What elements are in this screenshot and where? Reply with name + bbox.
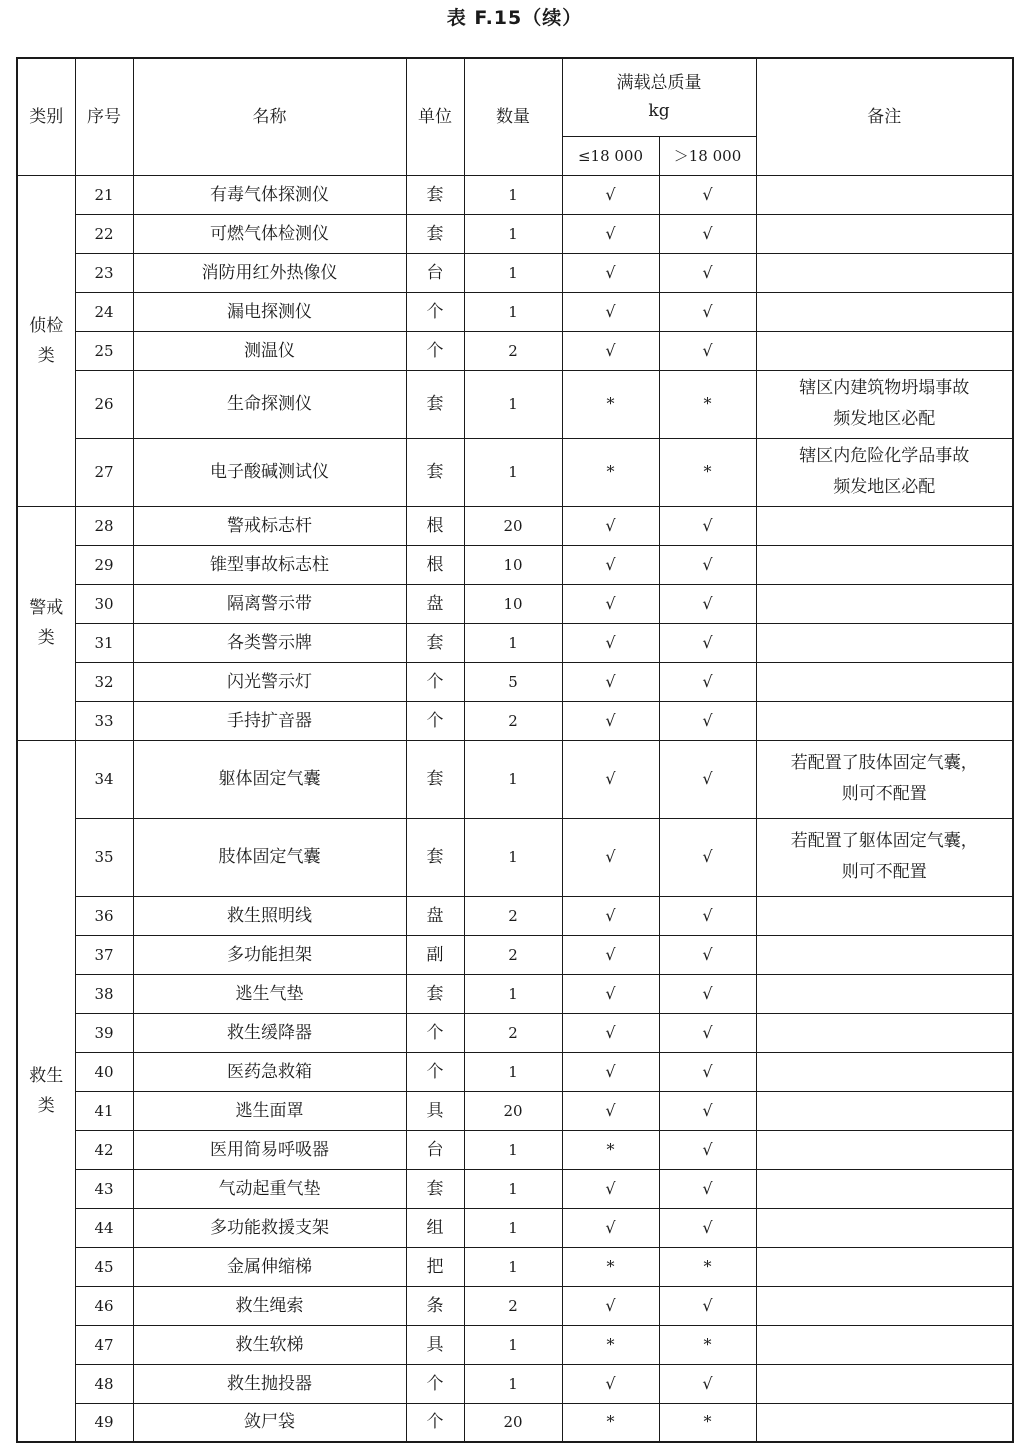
seq-cell: 39: [75, 1013, 133, 1052]
seq-cell: 28: [75, 506, 133, 545]
mass-gt-cell: √: [659, 740, 756, 818]
remark-line: 若配置了躯体固定气囊，: [790, 831, 978, 851]
table-title: 表 F.15（续）: [446, 7, 583, 29]
unit-cell: 套: [406, 818, 464, 896]
table-body: [17, 175, 1013, 1442]
table-row: [17, 1325, 1013, 1364]
unit-cell: 副: [406, 935, 464, 974]
mass-le-cell: √: [562, 1286, 659, 1325]
seq-cell: 41: [75, 1091, 133, 1130]
qty-cell: 5: [464, 662, 562, 701]
remark-cell: [756, 1052, 1013, 1091]
table-row: [17, 331, 1013, 370]
mass-le-cell: √: [562, 740, 659, 818]
name-cell: 肢体固定气囊: [133, 818, 406, 896]
seq-cell: 42: [75, 1130, 133, 1169]
mass-le-cell: *: [562, 1130, 659, 1169]
unit-cell: 套: [406, 740, 464, 818]
table-row: [17, 253, 1013, 292]
qty-cell: 1: [464, 438, 562, 506]
category-cell: [17, 740, 75, 1442]
category-label-line: 侦检: [29, 315, 64, 336]
remark-cell: [756, 1013, 1013, 1052]
table-row: [17, 506, 1013, 545]
qty-cell: 1: [464, 1169, 562, 1208]
mass-le-cell: √: [562, 1091, 659, 1130]
mass-le-cell: *: [562, 370, 659, 438]
table-row: [17, 292, 1013, 331]
remark-cell: [756, 974, 1013, 1013]
seq-cell: 29: [75, 545, 133, 584]
mass-gt-cell: √: [659, 896, 756, 935]
unit-cell: 组: [406, 1208, 464, 1247]
mass-le-cell: *: [562, 1403, 659, 1442]
remark-line: 则可不配置: [841, 784, 927, 804]
remark-cell: [756, 1364, 1013, 1403]
qty-cell: 1: [464, 740, 562, 818]
remark-cell: [756, 662, 1013, 701]
mass-gt-cell: √: [659, 623, 756, 662]
qty-cell: 10: [464, 584, 562, 623]
category-label-line: 警戒: [29, 598, 64, 618]
qty-cell: 2: [464, 701, 562, 740]
unit-cell: 套: [406, 438, 464, 506]
category-label-line: 救生: [29, 1065, 64, 1086]
name-cell: 测温仪: [133, 331, 406, 370]
mass-le-cell: √: [562, 506, 659, 545]
mass-gt-cell: √: [659, 818, 756, 896]
name-cell: 各类警示牌: [133, 623, 406, 662]
mass-le-cell: √: [562, 292, 659, 331]
qty-cell: 1: [464, 253, 562, 292]
mass-gt-cell: √: [659, 1364, 756, 1403]
table-header: [17, 58, 1013, 175]
seq-cell: 34: [75, 740, 133, 818]
remark-cell: [756, 935, 1013, 974]
qty-cell: 1: [464, 214, 562, 253]
table-row: [17, 701, 1013, 740]
seq-cell: 24: [75, 292, 133, 331]
unit-cell: 个: [406, 292, 464, 331]
table-row: [17, 1208, 1013, 1247]
unit-cell: 个: [406, 662, 464, 701]
header-category: 类别: [17, 58, 75, 175]
name-cell: 救生软梯: [133, 1325, 406, 1364]
seq-cell: 40: [75, 1052, 133, 1091]
category-label-line: 类: [37, 1095, 55, 1116]
remark-cell: [756, 253, 1013, 292]
qty-cell: 20: [464, 506, 562, 545]
qty-cell: 1: [464, 1052, 562, 1091]
table-row: [17, 1247, 1013, 1286]
table-row: [17, 1364, 1013, 1403]
mass-le-cell: √: [562, 1052, 659, 1091]
mass-gt-cell: √: [659, 1052, 756, 1091]
mass-gt-cell: √: [659, 1169, 756, 1208]
name-cell: 敛尸袋: [133, 1403, 406, 1442]
mass-gt-cell: *: [659, 1403, 756, 1442]
table-row: [17, 175, 1013, 214]
mass-gt-cell: *: [659, 1325, 756, 1364]
name-cell: 生命探测仪: [133, 370, 406, 438]
remark-cell: [756, 1403, 1013, 1442]
qty-cell: 1: [464, 292, 562, 331]
mass-gt-cell: √: [659, 935, 756, 974]
table-row: [17, 370, 1013, 438]
seq-cell: 21: [75, 175, 133, 214]
remark-cell: [756, 175, 1013, 214]
name-cell: 逃生面罩: [133, 1091, 406, 1130]
mass-gt-cell: √: [659, 584, 756, 623]
remark-cell: [756, 623, 1013, 662]
mass-le-cell: √: [562, 1208, 659, 1247]
mass-le-cell: √: [562, 623, 659, 662]
table-row: [17, 1169, 1013, 1208]
mass-le-cell: *: [562, 1247, 659, 1286]
seq-cell: 27: [75, 438, 133, 506]
mass-le-cell: *: [562, 1325, 659, 1364]
mass-le-cell: √: [562, 896, 659, 935]
table-row: [17, 896, 1013, 935]
category-label-line: 类: [37, 345, 55, 366]
remark-line: 辖区内建筑物坍塌事故: [799, 378, 970, 398]
name-cell: 金属伸缩梯: [133, 1247, 406, 1286]
mass-gt-cell: *: [659, 438, 756, 506]
seq-cell: 25: [75, 331, 133, 370]
mass-gt-cell: √: [659, 292, 756, 331]
qty-cell: 1: [464, 818, 562, 896]
unit-cell: 套: [406, 623, 464, 662]
seq-cell: 44: [75, 1208, 133, 1247]
qty-cell: 1: [464, 1130, 562, 1169]
mass-gt-cell: √: [659, 662, 756, 701]
unit-cell: 根: [406, 545, 464, 584]
remark-cell: [756, 1091, 1013, 1130]
table-row: [17, 584, 1013, 623]
mass-gt-cell: √: [659, 331, 756, 370]
mass-le-cell: √: [562, 935, 659, 974]
unit-cell: 个: [406, 701, 464, 740]
seq-cell: 32: [75, 662, 133, 701]
header-unit: 单位: [406, 58, 464, 175]
qty-cell: 2: [464, 331, 562, 370]
seq-cell: 26: [75, 370, 133, 438]
unit-cell: 台: [406, 1130, 464, 1169]
qty-cell: 1: [464, 1208, 562, 1247]
mass-gt-cell: √: [659, 1208, 756, 1247]
remark-line: 则可不配置: [841, 862, 927, 882]
name-cell: 躯体固定气囊: [133, 740, 406, 818]
remark-cell: [756, 1325, 1013, 1364]
mass-gt-cell: √: [659, 545, 756, 584]
unit-cell: 把: [406, 1247, 464, 1286]
remark-cell: [756, 701, 1013, 740]
qty-cell: 20: [464, 1403, 562, 1442]
seq-cell: 31: [75, 623, 133, 662]
header-name: 名称: [133, 58, 406, 175]
name-cell: 救生抛投器: [133, 1364, 406, 1403]
unit-cell: 盘: [406, 584, 464, 623]
remark-cell: [756, 818, 1013, 896]
unit-cell: 根: [406, 506, 464, 545]
name-cell: 救生绳索: [133, 1286, 406, 1325]
category-cell: [17, 175, 75, 506]
seq-cell: 46: [75, 1286, 133, 1325]
table-row: [17, 438, 1013, 506]
seq-cell: 48: [75, 1364, 133, 1403]
header-mass: [562, 58, 756, 136]
remark-cell: [756, 584, 1013, 623]
qty-cell: 1: [464, 623, 562, 662]
seq-cell: 36: [75, 896, 133, 935]
header-seq: 序号: [75, 58, 133, 175]
header-mass-unit: kg: [648, 101, 670, 122]
table-row: [17, 974, 1013, 1013]
mass-le-cell: √: [562, 584, 659, 623]
table-row: [17, 1286, 1013, 1325]
mass-gt-cell: √: [659, 1130, 756, 1169]
qty-cell: 2: [464, 1286, 562, 1325]
name-cell: 医药急救箱: [133, 1052, 406, 1091]
equipment-table: [16, 57, 1014, 1443]
mass-le-cell: √: [562, 974, 659, 1013]
qty-cell: 20: [464, 1091, 562, 1130]
table-row: [17, 935, 1013, 974]
mass-gt-cell: √: [659, 1286, 756, 1325]
remark-cell: [756, 896, 1013, 935]
unit-cell: 个: [406, 1403, 464, 1442]
mass-le-cell: √: [562, 175, 659, 214]
seq-cell: 47: [75, 1325, 133, 1364]
seq-cell: 30: [75, 584, 133, 623]
unit-cell: 个: [406, 331, 464, 370]
unit-cell: 具: [406, 1091, 464, 1130]
remark-cell: [756, 506, 1013, 545]
qty-cell: 2: [464, 896, 562, 935]
table-row: [17, 1403, 1013, 1442]
qty-cell: 2: [464, 935, 562, 974]
mass-gt-cell: √: [659, 253, 756, 292]
seq-cell: 33: [75, 701, 133, 740]
name-cell: 闪光警示灯: [133, 662, 406, 701]
mass-gt-cell: √: [659, 974, 756, 1013]
remark-cell: [756, 1169, 1013, 1208]
table-row: [17, 1052, 1013, 1091]
remark-line: 辖区内危险化学品事故: [799, 446, 970, 466]
mass-le-cell: √: [562, 818, 659, 896]
name-cell: 逃生气垫: [133, 974, 406, 1013]
unit-cell: 个: [406, 1364, 464, 1403]
seq-cell: 37: [75, 935, 133, 974]
qty-cell: 1: [464, 1325, 562, 1364]
mass-gt-cell: √: [659, 701, 756, 740]
remark-cell: [756, 1208, 1013, 1247]
remark-cell: [756, 214, 1013, 253]
name-cell: 医用简易呼吸器: [133, 1130, 406, 1169]
mass-gt-cell: √: [659, 214, 756, 253]
remark-cell: [756, 1286, 1013, 1325]
unit-cell: 套: [406, 370, 464, 438]
name-cell: 多功能担架: [133, 935, 406, 974]
name-cell: 警戒标志杆: [133, 506, 406, 545]
unit-cell: 具: [406, 1325, 464, 1364]
qty-cell: 2: [464, 1013, 562, 1052]
name-cell: 电子酸碱测试仪: [133, 438, 406, 506]
remark-cell: [756, 545, 1013, 584]
name-cell: 隔离警示带: [133, 584, 406, 623]
name-cell: 救生照明线: [133, 896, 406, 935]
header-mass-le: ≤18 000: [562, 136, 659, 175]
name-cell: 手持扩音器: [133, 701, 406, 740]
qty-cell: 1: [464, 974, 562, 1013]
unit-cell: 套: [406, 974, 464, 1013]
mass-le-cell: √: [562, 331, 659, 370]
table-row: [17, 740, 1013, 818]
seq-cell: 35: [75, 818, 133, 896]
mass-gt-cell: √: [659, 1091, 756, 1130]
mass-le-cell: *: [562, 438, 659, 506]
seq-cell: 45: [75, 1247, 133, 1286]
remark-cell: [756, 1130, 1013, 1169]
unit-cell: 个: [406, 1052, 464, 1091]
mass-le-cell: √: [562, 1013, 659, 1052]
mass-le-cell: √: [562, 1169, 659, 1208]
name-cell: 消防用红外热像仪: [133, 253, 406, 292]
mass-gt-cell: √: [659, 506, 756, 545]
unit-cell: 套: [406, 214, 464, 253]
remark-line: 若配置了肢体固定气囊，: [790, 753, 978, 773]
remark-cell: [756, 331, 1013, 370]
mass-gt-cell: *: [659, 370, 756, 438]
mass-le-cell: √: [562, 253, 659, 292]
mass-le-cell: √: [562, 1364, 659, 1403]
unit-cell: 条: [406, 1286, 464, 1325]
mass-gt-cell: √: [659, 175, 756, 214]
seq-cell: 22: [75, 214, 133, 253]
category-cell: [17, 506, 75, 740]
name-cell: 锥型事故标志柱: [133, 545, 406, 584]
name-cell: 可燃气体检测仪: [133, 214, 406, 253]
mass-le-cell: √: [562, 545, 659, 584]
name-cell: 有毒气体探测仪: [133, 175, 406, 214]
mass-le-cell: √: [562, 662, 659, 701]
mass-le-cell: √: [562, 214, 659, 253]
table-row: [17, 1091, 1013, 1130]
mass-gt-cell: √: [659, 1013, 756, 1052]
seq-cell: 43: [75, 1169, 133, 1208]
unit-cell: 台: [406, 253, 464, 292]
header-remark: 备注: [756, 58, 1013, 175]
seq-cell: 38: [75, 974, 133, 1013]
table-row: [17, 1130, 1013, 1169]
remark-line: 频发地区必配: [833, 477, 936, 497]
qty-cell: 1: [464, 370, 562, 438]
table-row: [17, 214, 1013, 253]
seq-cell: 49: [75, 1403, 133, 1442]
unit-cell: 个: [406, 1013, 464, 1052]
mass-gt-cell: *: [659, 1247, 756, 1286]
name-cell: 多功能救援支架: [133, 1208, 406, 1247]
remark-cell: [756, 370, 1013, 438]
table-row: [17, 818, 1013, 896]
header-mass-label: 满载总质量: [616, 73, 702, 94]
unit-cell: 套: [406, 1169, 464, 1208]
remark-cell: [756, 292, 1013, 331]
qty-cell: 10: [464, 545, 562, 584]
table-row: [17, 1013, 1013, 1052]
unit-cell: 套: [406, 175, 464, 214]
qty-cell: 1: [464, 175, 562, 214]
qty-cell: 1: [464, 1247, 562, 1286]
remark-cell: [756, 740, 1013, 818]
remark-line: 频发地区必配: [833, 409, 936, 429]
category-label-line: 类: [37, 628, 55, 648]
header-qty: 数量: [464, 58, 562, 175]
header-mass-gt: ＞18 000: [659, 136, 756, 175]
name-cell: 气动起重气垫: [133, 1169, 406, 1208]
remark-cell: [756, 1247, 1013, 1286]
remark-cell: [756, 438, 1013, 506]
table-row: [17, 662, 1013, 701]
table-row: [17, 623, 1013, 662]
unit-cell: 盘: [406, 896, 464, 935]
seq-cell: 23: [75, 253, 133, 292]
table-row: [17, 545, 1013, 584]
qty-cell: 1: [464, 1364, 562, 1403]
mass-le-cell: √: [562, 701, 659, 740]
name-cell: 漏电探测仪: [133, 292, 406, 331]
name-cell: 救生缓降器: [133, 1013, 406, 1052]
